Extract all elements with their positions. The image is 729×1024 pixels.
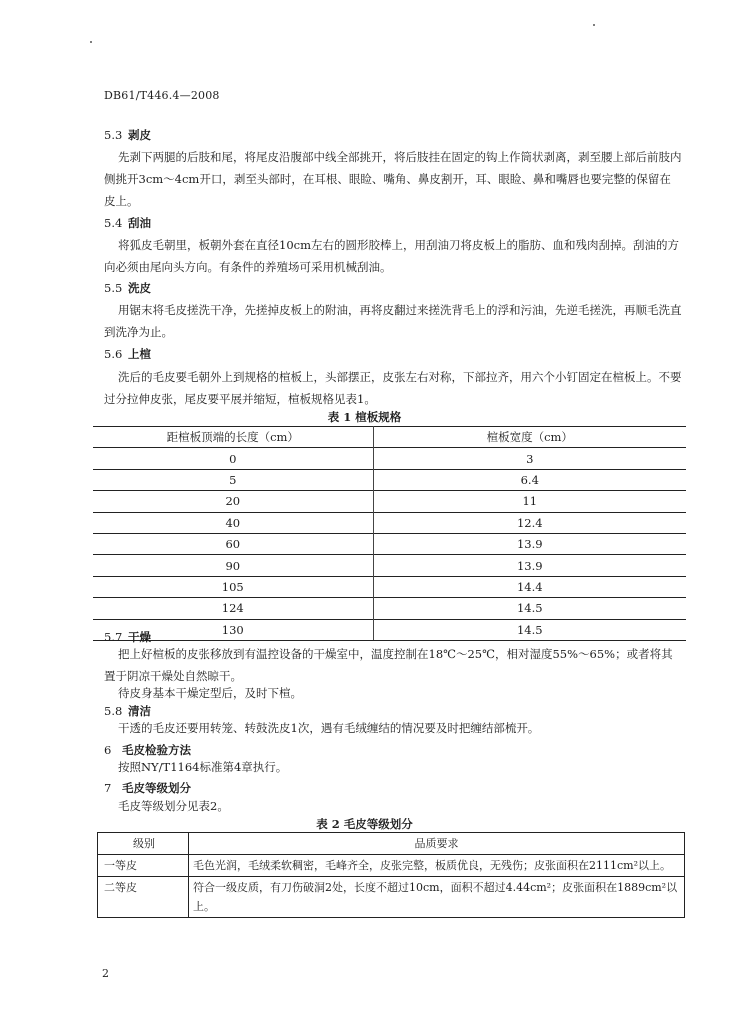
section-title: 剥皮 [128, 128, 151, 142]
paragraph-5-5: 用锯末将毛皮搓洗干净，先搓掉皮板上的附油，再将皮翻过来搓洗背毛上的浮和污油，先逆毛搓洗，再顺毛洗直到洗净为止。 [104, 303, 682, 339]
section-5-6-heading [104, 346, 151, 362]
table-1-lasting-board-spec [93, 426, 686, 641]
table-row [93, 555, 686, 576]
column-header-length: 距楦板顶端的长度（cm） [93, 427, 373, 448]
section-title: 干燥 [128, 630, 151, 644]
section-number: 5.7 [104, 630, 123, 644]
section-number: 5.3 [104, 128, 123, 142]
table-2-caption: 表 2 毛皮等级划分 [316, 817, 413, 831]
section-number: 5.5 [104, 281, 123, 295]
cell-length: 60 [93, 533, 373, 554]
section-title: 洗皮 [128, 281, 151, 295]
column-header-width: 楦板宽度（cm） [373, 427, 686, 448]
section-5-3-heading [104, 127, 151, 143]
cell-width: 6.4 [373, 469, 686, 490]
paragraph-6: 按照NY/T1164标准第4章执行。 [118, 760, 288, 774]
table-row [93, 448, 686, 469]
scan-speck [90, 41, 92, 43]
cell-length: 130 [93, 619, 373, 640]
scan-speck [593, 24, 595, 26]
section-number: 5.6 [104, 347, 123, 361]
section-number: 7 [104, 781, 112, 795]
paragraph-5-3: 先剥下两腿的后肢和尾，将尾皮沿腹部中线全部挑开，将后肢挂在固定的钩上作筒状剥离，剥至腰上部后前肢内侧挑开3cm～4cm开口，剥至头部时，在耳根、眼睑、嘴角、鼻皮割开，耳、眼睑、鼻和嘴唇也要完整的保留在皮上。 [104, 150, 682, 208]
table-header-row [93, 427, 686, 448]
section-title: 毛皮等级划分 [122, 781, 191, 795]
cell-width: 14.5 [373, 598, 686, 619]
paragraph-5-8: 干透的毛皮还要用转笼、转鼓洗皮1次，遇有毛绒缠结的情况要及时把缠结部梳开。 [118, 721, 540, 735]
cell-width: 13.9 [373, 533, 686, 554]
column-header-quality: 品质要求 [189, 833, 685, 855]
cell-quality-requirement: 符合一级皮质，有刀伤破洞2处，长度不超过10cm，面积不超过4.44cm²；皮张面积在1889cm²以上。 [189, 877, 685, 918]
cell-grade: 二等皮 [98, 877, 189, 918]
section-5-4-heading [104, 215, 151, 231]
table-header-row [98, 833, 685, 855]
table-row [93, 576, 686, 597]
section-number: 5.8 [104, 704, 123, 718]
column-header-grade: 级别 [98, 833, 189, 855]
section-7-heading [104, 780, 191, 796]
paragraph-5-7-unlast: 待皮身基本干燥定型后，及时下楦。 [118, 686, 302, 700]
page-number: 2 [102, 967, 109, 980]
table-row [93, 512, 686, 533]
cell-width: 13.9 [373, 555, 686, 576]
cell-grade: 一等皮 [98, 855, 189, 877]
section-number: 6 [104, 743, 112, 757]
cell-width: 14.5 [373, 619, 686, 640]
table-row [93, 491, 686, 512]
table-1-caption: 表 1 楦板规格 [327, 410, 402, 424]
table-row [93, 533, 686, 554]
paragraph-5-7-drying: 把上好楦板的皮张移放到有温控设备的干燥室中，温度控制在18℃～25℃，相对湿度55%～65%；或者将其置于阴凉干燥处自然晾干。 [104, 647, 673, 683]
cell-length: 105 [93, 576, 373, 597]
paragraph-5-6: 洗后的毛皮要毛朝外上到规格的楦板上，头部摆正，皮张左右对称，下部拉齐，用六个小钉固定在楦板上。不要过分拉伸皮张，尾皮要平展并缩短，楦板规格见表1。 [104, 370, 682, 406]
standard-code-header: DB61/T446.4—2008 [104, 89, 220, 102]
table-2-fur-grading [97, 832, 685, 918]
section-5-5-heading [104, 280, 151, 296]
cell-length: 124 [93, 598, 373, 619]
cell-length: 40 [93, 512, 373, 533]
section-title: 刮油 [128, 216, 151, 230]
section-title: 清洁 [128, 704, 151, 718]
cell-length: 20 [93, 491, 373, 512]
section-number: 5.4 [104, 216, 123, 230]
section-title: 毛皮检验方法 [122, 743, 191, 757]
table-row [93, 469, 686, 490]
paragraph-7: 毛皮等级划分见表2。 [118, 799, 229, 813]
cell-width: 12.4 [373, 512, 686, 533]
cell-length: 90 [93, 555, 373, 576]
cell-width: 3 [373, 448, 686, 469]
paragraph-5-4: 将狐皮毛朝里，板朝外套在直径10cm左右的圆形胶棒上，用刮油刀将皮板上的脂肪、血和残肉刮掉。刮油的方向必须由尾向头方向。有条件的养殖场可采用机械刮油。 [104, 238, 679, 274]
cell-width: 11 [373, 491, 686, 512]
cell-length: 0 [93, 448, 373, 469]
cell-quality-requirement: 毛色光润，毛绒柔软稠密，毛峰齐全，皮张完整，板质优良，无残伤；皮张面积在2111cm²以上。 [189, 855, 685, 877]
cell-width: 14.4 [373, 576, 686, 597]
table-row [98, 855, 685, 877]
table-row [93, 598, 686, 619]
section-title: 上楦 [128, 347, 151, 361]
cell-length: 5 [93, 469, 373, 490]
table-row [98, 877, 685, 918]
table-row [93, 619, 686, 640]
